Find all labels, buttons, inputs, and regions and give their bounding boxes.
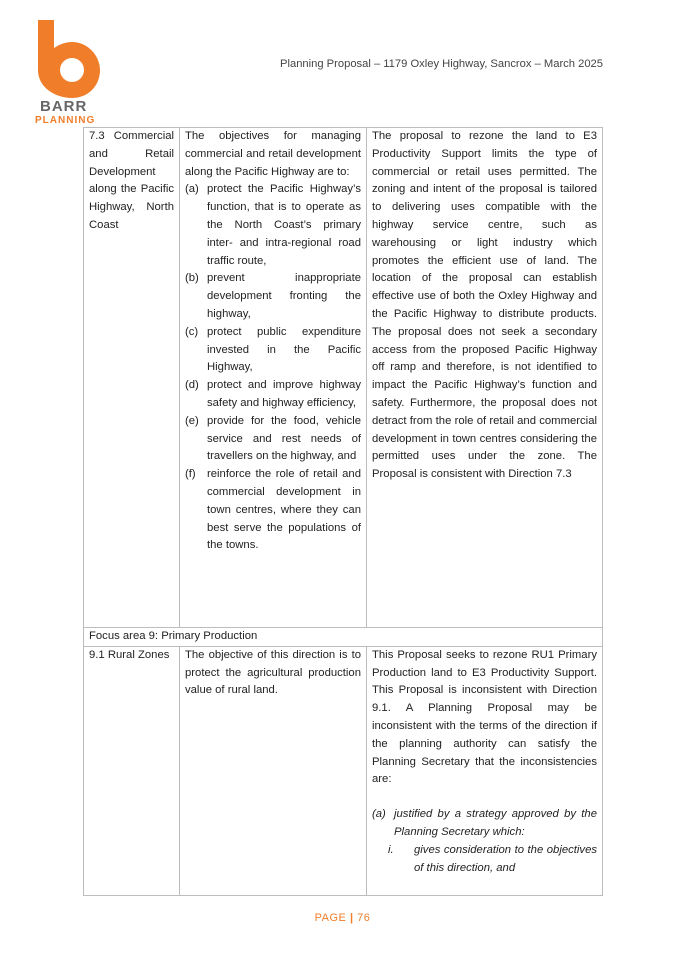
list-item [185, 181, 361, 270]
list-letter: (b) [185, 272, 199, 285]
objectives-cell [180, 646, 367, 895]
list-text: justified by a strategy approved by the Planning Secretary which: [394, 808, 597, 838]
response-text: The proposal to rezone the land to E3 Productivity Support limits the type of commercial or retail uses permitted. The zoning and intent of the proposal is tailored to delivering uses compatible with the highway service centre, such as warehousing or light industry which promotes the efficient use of land. The location of the proposal can establish effective use of both the Oxley Highway and the Pacific Highway to distribute products. The proposal does not seek a secondary access from the proposed Pacific Highway off ramp and therefore, is not identified to impact the Pacific Highway’s function and safety. Furthermore, the proposal does not detract from the role of retail and commercial development in town centres considering the permitted uses under the zone. The Proposal is consistent with Direction 7.3 [372, 130, 597, 481]
list-letter: i. [388, 843, 394, 856]
section-heading-cell [84, 628, 603, 647]
list-text: reinforce the role of retail and commercial development in town centres, where they can best serve the populations of the towns. [207, 468, 361, 552]
objectives-intro: The objectives for managing commercial and retail development along the Pacific Highway are to: [185, 130, 361, 178]
brand-sub: PLANNING [35, 115, 96, 126]
list-letter: (e) [185, 414, 199, 427]
page-label: PAGE [314, 912, 347, 924]
list-letter: (a) [185, 183, 199, 196]
list-item [185, 413, 361, 466]
response-cell [367, 128, 603, 628]
list-text: provide for the food, vehicle service and rest needs of travellers on the highway, and [207, 414, 361, 463]
list-letter: (a) [372, 808, 386, 821]
brand-name: BARR [40, 98, 88, 115]
list-letter: (c) [185, 325, 199, 338]
page-footer [0, 912, 685, 924]
list-item [185, 377, 361, 413]
page-separator: | [349, 912, 354, 924]
list-letter: (f) [185, 468, 196, 481]
list-item [185, 270, 361, 323]
list-item [372, 806, 597, 842]
table-row [84, 128, 603, 628]
table-row [84, 628, 603, 647]
direction-name: 9.1 Rural Zones [89, 648, 170, 661]
barr-planning-logo [30, 20, 110, 100]
list-text: protect the Pacific Highway’s function, that is to operate as the North Coast’s primary inter- and intra-regional road traffic route, [207, 183, 361, 267]
page-header: Planning Proposal – 1179 Oxley Highway, Sancrox – March 2025 [280, 58, 603, 70]
list-text: prevent inappropriate development fronting the highway, [207, 272, 361, 320]
list-text: gives consideration to the objectives of this direction, and [414, 843, 597, 874]
list-letter: (d) [185, 379, 199, 392]
barr-b-icon [30, 20, 110, 100]
direction-name-cell [84, 646, 180, 895]
direction-name: 7.3 Commercial and Retail Development along the Pacific Highway, North Coast [89, 130, 174, 231]
direction-name-cell [84, 128, 180, 628]
list-item [185, 466, 361, 555]
list-text: protect and improve highway safety and highway efficiency, [207, 379, 361, 409]
list-text: protect public expenditure invested in the Pacific Highway, [207, 325, 361, 374]
table-row [84, 646, 603, 895]
page-number: 76 [357, 912, 371, 924]
consistency-table [83, 127, 603, 896]
objectives-cell [180, 128, 367, 628]
response-cell [367, 646, 603, 895]
objective-text: The objective of this direction is to protect the agricultural production value of rural land. [185, 648, 361, 697]
response-text: This Proposal seeks to rezone RU1 Primary Production land to E3 Productivity Support. This Proposal is inconsistent with Direction 9.1. A Planning Proposal may be inconsistent with the terms of the direction if the planning authority can satisfy the Planning Secretary that the inconsistencies are: [372, 648, 597, 786]
list-item [185, 324, 361, 377]
focus-area-title: Focus area 9: Primary Production [89, 630, 258, 642]
objectives-list [185, 181, 361, 555]
list-item [372, 842, 597, 878]
